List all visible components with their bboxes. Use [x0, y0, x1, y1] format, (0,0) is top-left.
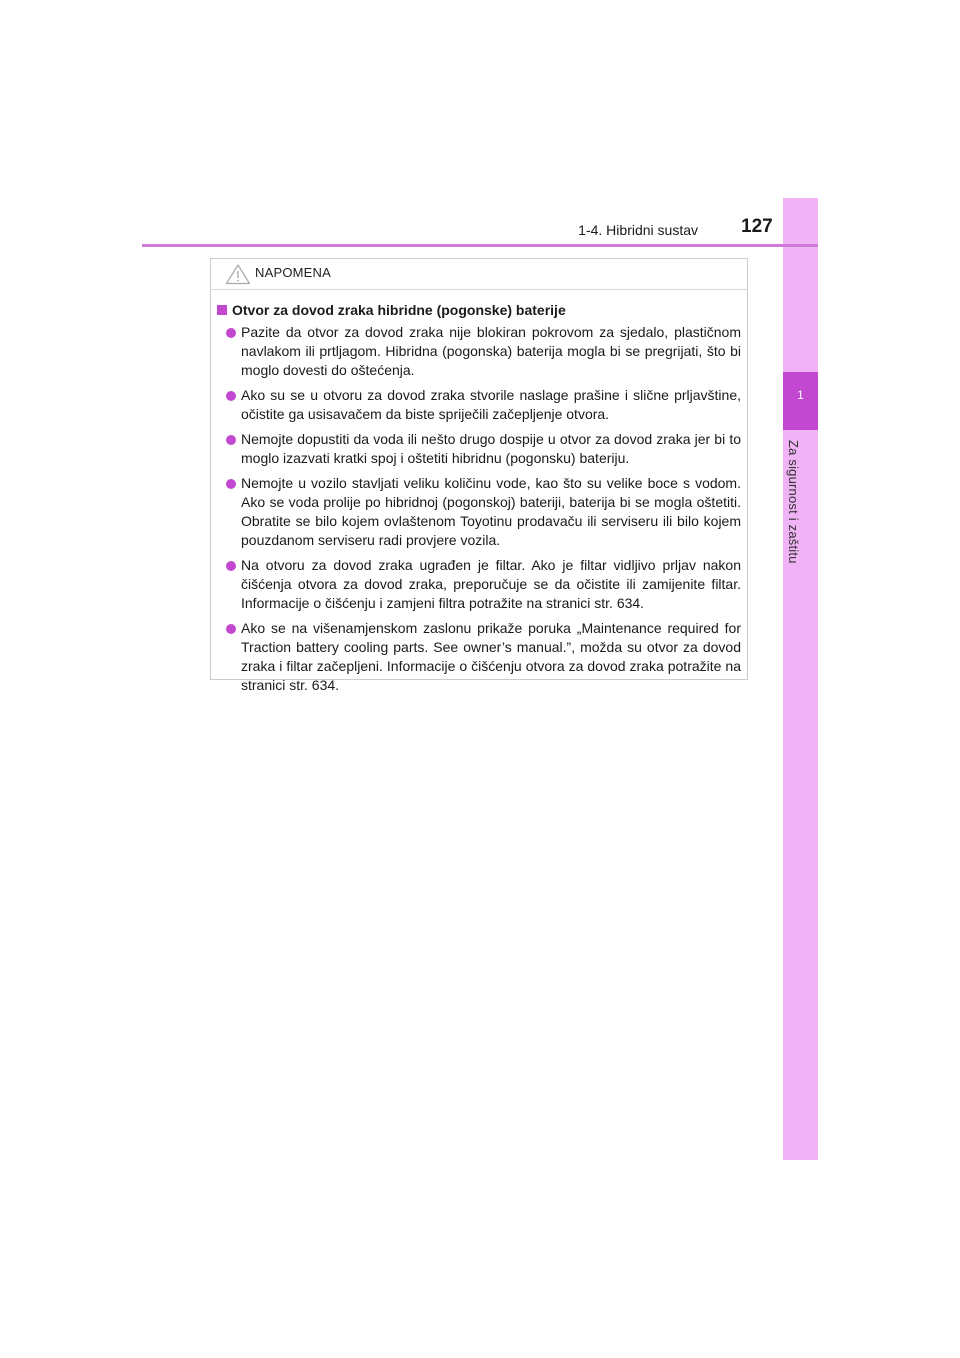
- section-title: 1-4. Hibridni sustav: [578, 222, 698, 238]
- list-item: [226, 430, 741, 468]
- list-item-text: Ako su se u otvoru za dovod zraka stvorile naslage prašine i slične prljavštine, očistite ga usisavačem da biste spriječili začepljenje otvora.: [241, 387, 741, 422]
- warning-triangle-icon: [225, 263, 251, 285]
- note-label: NAPOMENA: [255, 265, 332, 280]
- note-body: [211, 290, 747, 695]
- list-item-text: Nemojte dopustiti da voda ili nešto drugo dospije u otvor za dovod zraka jer bi to moglo izazvati kratki spoj i oštetiti hibridnu (pogonsku) bateriju.: [241, 431, 741, 466]
- round-bullet-icon: [226, 435, 236, 445]
- list-item: [226, 619, 741, 695]
- note-header: [211, 259, 747, 290]
- note-topic: [217, 300, 741, 320]
- list-item-text: Nemojte u vozilo stavljati veliku količinu vode, kao što su velike boce s vodom. Ako se voda prolije po hibridnoj (pogonskoj) bateriji, baterija bi se mogla oštetiti. Obratite se bilo kojem ovlaštenom Toyotinu prodavaču ili serviseru ili bilo kojem pouzdanom serviseru radi provjere vozila.: [241, 475, 741, 548]
- chapter-title: Za sigurnost i zaštitu: [786, 440, 801, 564]
- round-bullet-icon: [226, 391, 236, 401]
- list-item: [226, 556, 741, 613]
- note-topic-text: Otvor za dovod zraka hibridne (pogonske) baterije: [232, 302, 566, 318]
- round-bullet-icon: [226, 479, 236, 489]
- round-bullet-icon: [226, 624, 236, 634]
- round-bullet-icon: [226, 328, 236, 338]
- round-bullet-icon: [226, 561, 236, 571]
- list-item: [226, 323, 741, 380]
- list-item-text: Pazite da otvor za dovod zraka nije blokiran pokrovom za sjedalo, plastičnom navlakom ili prtljagom. Hibridna (pogonska) baterija mogla bi se pregrijati, što bi moglo dovesti do oštećenja.: [241, 324, 741, 378]
- header-rule: [142, 244, 818, 247]
- list-item-text: Na otvoru za dovod zraka ugrađen je filtar. Ako je filtar vidljivo prljav nakon čišćenja otvora za dovod zraka, preporučuje se da očistite ili zamijenite filtar. Informacije o čišćenju i zamjeni filtra potražite na stranici str. 634.: [241, 557, 741, 611]
- side-chapter-tab: [783, 198, 818, 1160]
- list-item: [226, 474, 741, 550]
- list-item-text: Ako se na višenamjenskom zaslonu prikaže poruka „Maintenance required for Traction battery cooling parts. See owner’s manual.”, možda su otvor za dovod zraka i filtar začepljeni. Informacije o čišćenju otvora za dovod zraka potražite na stranici str. 634.: [241, 620, 741, 693]
- list-item: [226, 386, 741, 424]
- chapter-number: 1: [797, 388, 804, 402]
- page-number: 127: [741, 216, 773, 237]
- note-box: [210, 258, 748, 693]
- square-bullet-icon: [217, 305, 227, 315]
